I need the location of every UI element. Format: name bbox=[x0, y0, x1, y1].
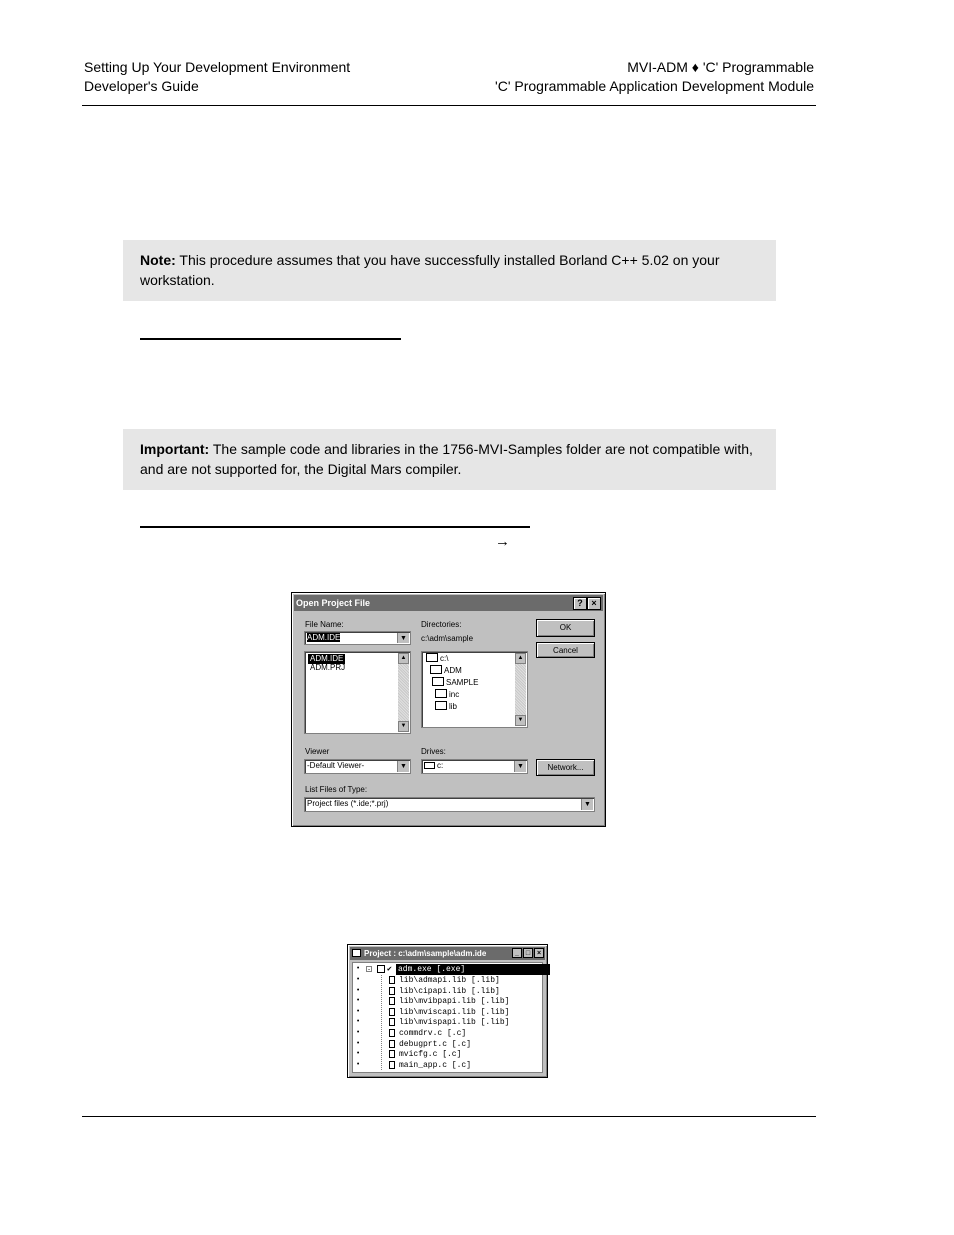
file-icon bbox=[389, 1018, 395, 1026]
heading-underline bbox=[140, 338, 401, 340]
tree-node-label: commdrv.c [.c] bbox=[399, 1029, 467, 1038]
menu-arrow-icon: → bbox=[495, 533, 510, 550]
viewer-value: -Default Viewer- bbox=[307, 761, 365, 770]
close-icon[interactable]: × bbox=[534, 948, 544, 958]
file-item-adm-prj[interactable]: ADM.PRJ bbox=[310, 663, 346, 672]
tree-node-row[interactable] bbox=[353, 1028, 542, 1039]
file-icon bbox=[389, 997, 395, 1005]
scroll-up-icon[interactable]: ▲ bbox=[398, 653, 409, 664]
file-icon bbox=[389, 1061, 395, 1069]
drives-value: c: bbox=[437, 761, 444, 770]
header-right bbox=[495, 58, 814, 96]
list-files-type-label: List Files of Type: bbox=[305, 785, 368, 794]
tree-node-row[interactable] bbox=[353, 986, 542, 997]
tree-node-row[interactable] bbox=[353, 1060, 542, 1071]
maximize-icon[interactable]: □ bbox=[523, 948, 533, 958]
tree-root-row[interactable] bbox=[353, 964, 542, 975]
drive-icon bbox=[424, 762, 435, 769]
tree-node-label: lib\mvibpapi.lib [.lib] bbox=[399, 997, 510, 1007]
project-tree bbox=[352, 962, 543, 1073]
help-button[interactable]: ? bbox=[573, 597, 587, 610]
tree-node-row[interactable] bbox=[353, 1017, 542, 1028]
header-section-title: Setting Up Your Development Environment bbox=[84, 59, 351, 75]
file-icon bbox=[389, 1050, 395, 1058]
close-button[interactable]: × bbox=[587, 597, 601, 610]
drives-select[interactable] bbox=[421, 759, 528, 774]
folder-item-root[interactable]: c:\ bbox=[426, 653, 448, 665]
folder-item-lib[interactable]: lib bbox=[435, 701, 457, 713]
tree-node-label: lib\mviscapi.lib [.lib] bbox=[399, 1007, 510, 1017]
network-button[interactable]: Network... bbox=[536, 759, 595, 776]
scroll-up-icon[interactable]: ▲ bbox=[515, 653, 526, 664]
header-product-title: MVI-ADM ♦ 'C' Programmable bbox=[627, 59, 814, 75]
bullet-icon: • bbox=[356, 1007, 361, 1016]
open-folder-icon bbox=[430, 665, 442, 674]
chevron-down-icon[interactable]: ▼ bbox=[514, 761, 526, 772]
file-name-input[interactable] bbox=[304, 631, 411, 645]
bullet-icon: • bbox=[356, 1029, 361, 1037]
chevron-down-icon[interactable]: ▼ bbox=[581, 799, 593, 810]
header-rule bbox=[82, 105, 816, 106]
file-icon bbox=[389, 1040, 395, 1048]
bullet-icon: • bbox=[356, 1039, 361, 1048]
chevron-down-icon[interactable]: ▼ bbox=[397, 633, 409, 643]
bullet-icon: • bbox=[356, 1050, 361, 1059]
file-type-value: Project files (*.ide;*.prj) bbox=[307, 799, 389, 808]
directories-label: Directories: bbox=[421, 620, 462, 629]
tree-node-row[interactable] bbox=[353, 1039, 542, 1050]
current-directory: c:\adm\sample bbox=[421, 634, 474, 643]
cancel-button[interactable]: Cancel bbox=[536, 642, 595, 658]
tree-node-row[interactable] bbox=[353, 1007, 542, 1018]
tree-node-label: debugprt.c [.c] bbox=[399, 1039, 472, 1049]
important-label: Important: bbox=[140, 441, 210, 457]
project-window-icon bbox=[352, 949, 361, 957]
root-node-label[interactable]: adm.exe [.exe] bbox=[396, 964, 550, 975]
tree-node-row[interactable] bbox=[353, 996, 542, 1007]
scroll-down-icon[interactable]: ▼ bbox=[398, 721, 409, 732]
header-product-subtitle: 'C' Programmable Application Development Module bbox=[495, 78, 814, 94]
bullet-icon: • bbox=[356, 965, 361, 973]
chevron-down-icon[interactable]: ▼ bbox=[397, 761, 409, 772]
bullet-icon: • bbox=[356, 986, 361, 995]
file-name-value: ADM.IDE bbox=[307, 633, 341, 642]
viewer-select[interactable] bbox=[304, 759, 411, 774]
note-box bbox=[123, 240, 776, 301]
directory-list[interactable] bbox=[421, 651, 528, 728]
open-project-dialog bbox=[291, 592, 606, 827]
dialog-titlebar bbox=[294, 595, 603, 611]
dialog-title: Open Project File bbox=[296, 598, 371, 608]
folder-item-adm[interactable]: ADM bbox=[430, 665, 462, 677]
bullet-icon: • bbox=[356, 1060, 361, 1069]
file-icon bbox=[389, 976, 395, 984]
tree-node-label: mvicfg.c [.c] bbox=[399, 1050, 462, 1060]
tree-node-label: lib\mvispapi.lib [.lib] bbox=[399, 1018, 510, 1028]
header-guide-title: Developer's Guide bbox=[84, 78, 199, 94]
directory-list-scrollbar[interactable] bbox=[515, 653, 526, 726]
note-label: Note: bbox=[140, 252, 176, 268]
file-type-select[interactable] bbox=[304, 797, 595, 812]
tree-node-label: lib\cipapi.lib [.lib] bbox=[399, 986, 500, 996]
project-titlebar bbox=[350, 947, 545, 960]
open-folder-icon bbox=[426, 653, 438, 662]
file-list[interactable] bbox=[304, 651, 411, 734]
scroll-down-icon[interactable]: ▼ bbox=[515, 715, 526, 726]
node-box-icon bbox=[377, 965, 385, 973]
file-icon bbox=[389, 1008, 395, 1016]
file-icon bbox=[389, 987, 395, 995]
note-text: This procedure assumes that you have successfully installed Borland C++ 5.02 on your workstation. bbox=[140, 252, 720, 288]
tree-node-row[interactable] bbox=[353, 1049, 542, 1060]
folder-icon bbox=[435, 689, 447, 698]
minimize-icon[interactable]: _ bbox=[512, 948, 522, 958]
footer-rule bbox=[82, 1116, 816, 1117]
folder-icon bbox=[435, 701, 447, 710]
collapse-icon[interactable]: - bbox=[367, 966, 371, 973]
project-window bbox=[347, 944, 548, 1078]
folder-item-sample[interactable]: SAMPLE bbox=[432, 677, 478, 689]
important-text: The sample code and libraries in the 1756-MVI-Samples folder are not compatible with, and are not supported for, the Digital Mars compiler. bbox=[140, 441, 753, 477]
file-list-scrollbar[interactable] bbox=[398, 653, 409, 732]
project-title: Project : c:\adm\sample\adm.ide bbox=[364, 949, 487, 958]
tree-node-label: lib\admapi.lib [.lib] bbox=[399, 976, 500, 985]
file-icon bbox=[389, 1029, 395, 1037]
tree-node-row[interactable] bbox=[353, 975, 542, 986]
drives-label: Drives: bbox=[421, 747, 446, 756]
file-item-adm-ide[interactable]: ADM.IDE bbox=[310, 654, 344, 663]
viewer-label: Viewer bbox=[305, 747, 330, 756]
bullet-icon: • bbox=[356, 1018, 361, 1027]
open-folder-icon bbox=[432, 677, 444, 686]
tree-node-label: main_app.c [.c] bbox=[399, 1060, 472, 1070]
folder-item-inc[interactable]: inc bbox=[435, 689, 459, 701]
bullet-icon: • bbox=[356, 997, 361, 1006]
ok-button[interactable]: OK bbox=[536, 619, 595, 637]
bullet-icon: • bbox=[356, 976, 361, 984]
checkmark-icon: ✔ bbox=[387, 965, 392, 974]
header-left bbox=[84, 58, 350, 96]
important-box bbox=[123, 429, 776, 490]
file-name-label: File Name: bbox=[305, 620, 344, 629]
heading-underline-2 bbox=[140, 526, 530, 528]
